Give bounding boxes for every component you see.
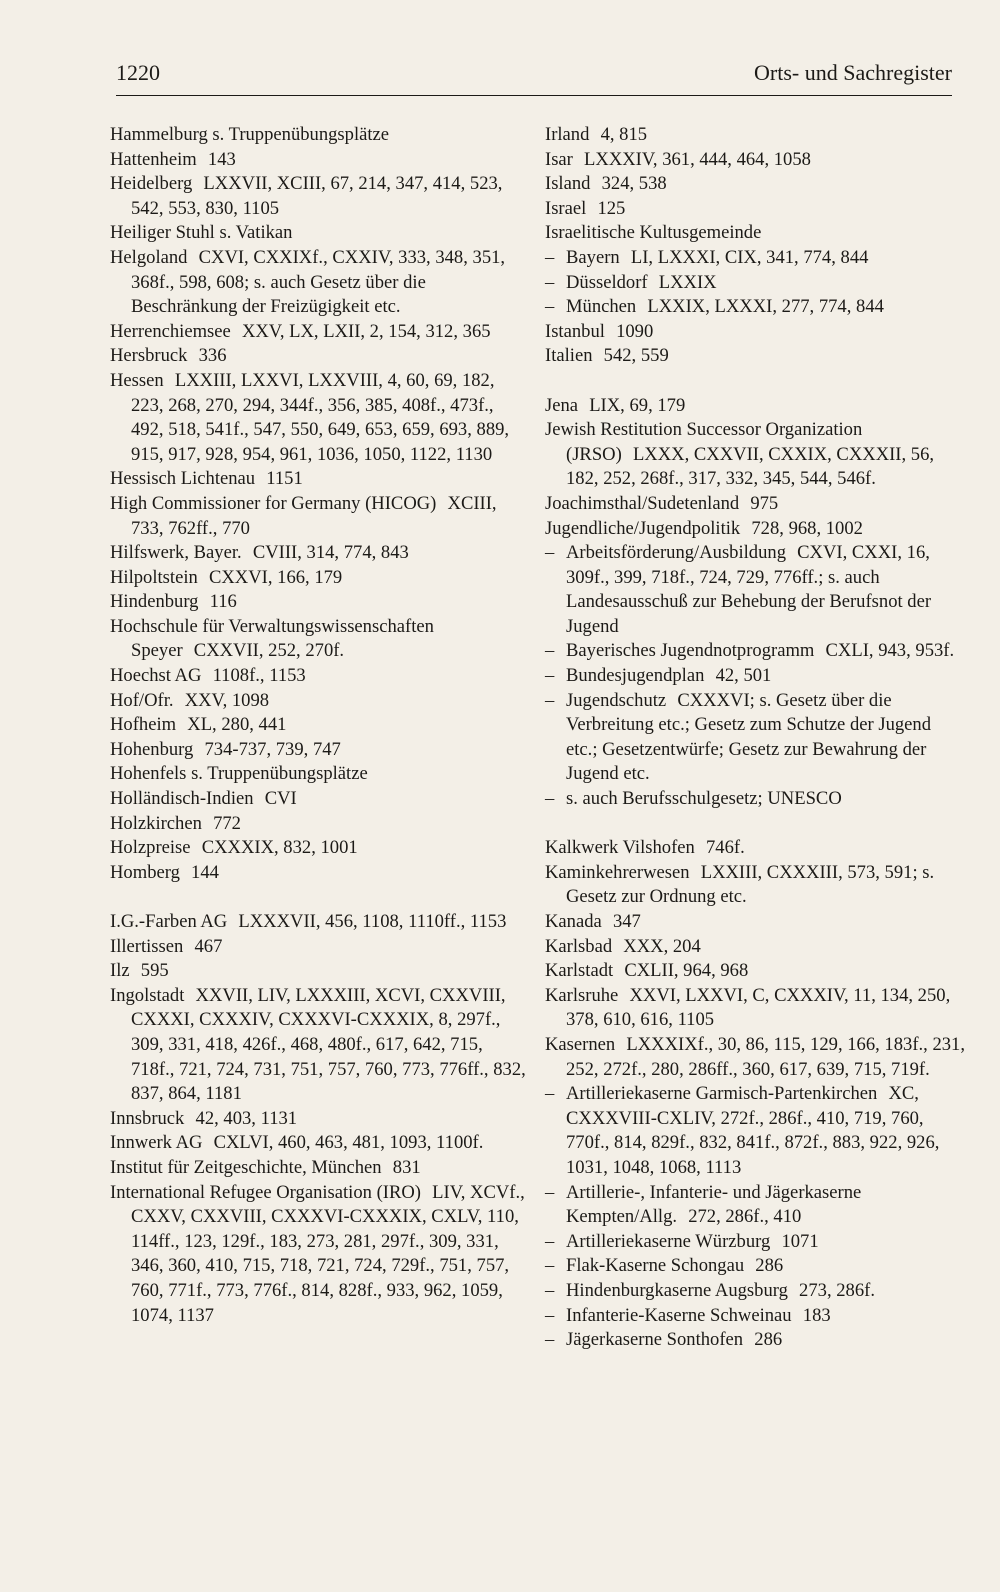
index-term: Hilpoltstein — [110, 566, 198, 588]
index-term: Holländisch-Indien — [110, 788, 254, 810]
index-page-refs: 975 — [750, 492, 779, 514]
index-entry — [110, 123, 530, 148]
index-term: Irland — [545, 124, 590, 145]
index-term: Bundesjugendplan — [566, 665, 705, 687]
index-term: Jewish Restitution Successor Organization (JRSO) — [545, 419, 863, 465]
index-subentry — [545, 1328, 965, 1353]
index-term: Heidelberg — [110, 173, 193, 195]
index-term: Hoechst AG — [110, 665, 202, 687]
index-page-refs: XC, CXXXVIII-CXLIV, 272f., 286f., 410, 719, 760, 770f., 814, 829f., 832, 841f., 872f., 883, 922, 926, 1031, 1048, 1068, 1113 — [566, 1083, 940, 1178]
index-page-refs: XXVI, LXXVI, C, CXXXIV, 11, 134, 250, 378, 610, 616, 1105 — [566, 984, 951, 1031]
index-term: Hessisch Lichtenau — [110, 468, 256, 490]
index-entry — [110, 762, 530, 787]
index-term: Flak-Kaserne Schongau — [566, 1255, 745, 1277]
index-term: Jugendliche/Jugendpolitik — [545, 517, 741, 539]
page-header — [116, 58, 952, 98]
index-term: Heiliger Stuhl s. Vatikan — [110, 222, 293, 244]
index-page-refs: CXLII, 964, 968 — [624, 960, 749, 982]
index-entry — [545, 148, 965, 173]
index-term: Hochschule für Verwaltungswissenschaften Speyer — [110, 615, 434, 662]
index-term: Karlstadt — [545, 960, 614, 982]
index-entry — [110, 566, 530, 591]
index-page-refs: 42, 501 — [715, 665, 772, 687]
index-page-refs: CXXVI, 166, 179 — [208, 566, 343, 588]
index-entry — [110, 246, 530, 320]
index-term: Arbeitsförderung/Ausbildung — [566, 542, 786, 564]
index-page-refs: 595 — [140, 960, 169, 982]
index-page-refs: LXXIX, LXXXI, 277, 774, 844 — [647, 296, 884, 318]
index-page-refs: LXXXVII, 456, 1108, 1110ff., 1153 — [238, 911, 507, 932]
index-term: Joachimsthal/Sudetenland — [545, 492, 740, 514]
index-page-refs: CVIII, 314, 774, 843 — [252, 542, 409, 564]
index-page-refs: CXXXVI; s. Gesetz über die Verbreitung etc.; Gesetz zum Schutze der Jugend etc.; Gesetzentwürfe; Gesetz zur Bewahrung der Jugend etc. — [566, 689, 932, 785]
index-page-refs: 734-737, 739, 747 — [204, 738, 341, 760]
index-page-refs: 125 — [597, 197, 626, 219]
index-term: Hattenheim — [110, 148, 197, 170]
index-term: Isar — [545, 148, 573, 170]
index-term: Jugendschutz — [566, 689, 667, 711]
index-page-refs: LXXX, CXXVII, CXXIX, CXXXII, 56, 182, 252, 268f., 317, 332, 345, 544, 546f. — [566, 443, 935, 490]
index-page-refs: 116 — [209, 591, 237, 613]
index-entry — [545, 492, 965, 517]
index-entry — [110, 467, 530, 492]
index-entry — [545, 394, 965, 419]
index-entry — [545, 123, 965, 148]
index-term: Karlsbad — [545, 935, 613, 957]
index-term: Kalkwerk Vilshofen — [545, 837, 695, 859]
index-term: Hammelburg s. Truppenübungsplätze — [110, 124, 390, 145]
index-subentry — [545, 1279, 965, 1304]
index-term: Institut für Zeitgeschichte, München — [110, 1156, 382, 1178]
letter-section-gap — [110, 885, 530, 910]
running-title: Orts- und Sachregister — [754, 60, 952, 85]
index-entry — [110, 148, 530, 173]
index-subentry — [545, 271, 965, 296]
index-term: Hof/Ofr. — [110, 689, 174, 711]
index-term: Artilleriekaserne Garmisch-Partenkirchen — [566, 1083, 878, 1105]
index-term: Ingolstadt — [110, 984, 185, 1006]
index-entry — [110, 1107, 530, 1132]
index-entry — [110, 935, 530, 960]
index-term: Illertissen — [110, 935, 184, 957]
index-subentry — [545, 246, 965, 271]
page-number: 1220 — [116, 60, 160, 85]
index-column-left — [110, 123, 530, 1328]
index-subentry — [545, 787, 965, 812]
index-entry — [545, 861, 965, 910]
index-page-refs: 42, 403, 1131 — [195, 1107, 298, 1129]
index-term: München — [566, 296, 637, 318]
index-entry — [110, 738, 530, 763]
index-page-refs: 728, 968, 1002 — [751, 517, 863, 539]
index-page-refs: LXXVII, XCIII, 67, 214, 347, 414, 523, 542, 553, 830, 1105 — [131, 173, 503, 219]
index-subentry — [545, 1304, 965, 1329]
index-term: Italien — [545, 345, 593, 367]
index-entry — [545, 344, 965, 369]
index-subentry — [545, 689, 965, 787]
index-entry — [545, 320, 965, 345]
index-page-refs: 467 — [194, 935, 223, 957]
index-term: Jena — [545, 394, 579, 416]
index-term: Hindenburgkaserne Augsburg — [566, 1279, 788, 1301]
index-term: Kasernen — [545, 1033, 616, 1055]
index-page-refs: 542, 559 — [603, 345, 669, 367]
index-page-refs: XL, 280, 441 — [187, 714, 287, 736]
index-subentry — [545, 1254, 965, 1279]
index-page-refs: 746f. — [706, 837, 745, 859]
index-term: Hersbruck — [110, 345, 188, 367]
index-page-refs: CXXXIX, 832, 1001 — [201, 837, 358, 859]
index-page-refs: 143 — [207, 148, 236, 170]
index-page-refs: XCIII, 733, 762ff., 770 — [131, 492, 497, 539]
index-entry — [545, 418, 965, 492]
index-subentry — [545, 1082, 965, 1180]
index-page-refs: 831 — [392, 1156, 421, 1178]
index-term: High Commissioner for Germany (HICOG) — [110, 492, 437, 514]
index-page-refs: LXXXIXf., 30, 86, 115, 129, 166, 183f., 231, 252, 272f., 280, 286ff., 360, 617, 639, 715, 719f. — [566, 1033, 965, 1080]
index-entry — [110, 664, 530, 689]
index-entry — [110, 492, 530, 541]
index-term: s. auch Berufsschulgesetz; UNESCO — [566, 788, 842, 810]
index-subentry — [545, 295, 965, 320]
header-rule — [116, 95, 952, 96]
index-entry — [545, 910, 965, 935]
index-subentry — [545, 639, 965, 664]
index-page-refs: LXXIII, LXXVI, LXXVIII, 4, 60, 69, 182, 223, 268, 270, 294, 344f., 356, 385, 408f., 473f., 492, 518, 541f., 547, 550, 649, 653, 659, 693, 889, 915, 917, 928, 954, 961, 1036, 1050, 1122, 1130 — [131, 369, 510, 465]
index-entry — [545, 197, 965, 222]
index-entry — [545, 221, 965, 246]
index-entry — [110, 910, 530, 935]
index-entry — [110, 1131, 530, 1156]
index-page-refs: CXVI, CXXIXf., CXXIV, 333, 348, 351, 368f., 598, 608; s. auch Gesetz über die Beschränkung der Freizügigkeit etc. — [131, 246, 506, 318]
index-term: Artillerie-, Infanterie- und Jägerkaserne Kempten/Allg. — [566, 1181, 862, 1228]
index-term: Hohenfels s. Truppenübungsplätze — [110, 763, 368, 785]
index-entry — [545, 517, 965, 542]
index-page-refs: XXV, 1098 — [184, 689, 270, 711]
index-page-refs: XXX, 204 — [623, 935, 701, 957]
index-page-refs: 1151 — [266, 468, 303, 490]
index-term: Infanterie-Kaserne Schweinau — [566, 1304, 792, 1326]
index-page-refs: 1071 — [781, 1230, 819, 1252]
index-page-refs: CXLVI, 460, 463, 481, 1093, 1100f. — [213, 1132, 484, 1154]
index-term: Israelitische Kultusgemeinde — [545, 222, 762, 244]
index-term: Bayern — [566, 246, 620, 268]
index-term: Kaminkehrerwesen — [545, 861, 690, 883]
index-entry — [110, 615, 530, 664]
index-entry — [110, 221, 530, 246]
index-term: Düsseldorf — [566, 271, 648, 293]
index-entry — [110, 861, 530, 886]
index-entry — [110, 320, 530, 345]
index-page-refs: 273, 286f. — [799, 1279, 875, 1301]
index-term: I.G.-Farben AG — [110, 911, 228, 932]
index-entry — [545, 836, 965, 861]
index-page-refs: 347 — [612, 911, 641, 932]
index-entry — [110, 689, 530, 714]
index-term: Artilleriekaserne Würzburg — [566, 1230, 771, 1252]
index-term: Istanbul — [545, 320, 605, 342]
index-page-refs: 1090 — [616, 320, 654, 342]
index-page-refs: 144 — [191, 861, 219, 883]
index-term: Hindenburg — [110, 591, 199, 613]
index-entry — [110, 1156, 530, 1181]
index-term: Herrenchiemsee — [110, 320, 231, 342]
index-term: Jägerkaserne Sonthofen — [566, 1329, 744, 1351]
index-page-refs: LXXIII, CXXXIII, 573, 591; s. Gesetz zur Ordnung etc. — [566, 861, 935, 908]
index-entry — [110, 344, 530, 369]
index-page-refs: 286 — [754, 1329, 783, 1351]
index-page-refs: CVI — [264, 788, 297, 810]
index-term: Hofheim — [110, 714, 177, 736]
index-page-refs: LI, LXXXI, CIX, 341, 774, 844 — [630, 246, 869, 268]
index-term: Karlsruhe — [545, 984, 619, 1006]
index-term: Kanada — [545, 911, 602, 932]
index-page-refs: 4, 815 — [600, 124, 648, 145]
index-entry — [110, 984, 530, 1107]
index-term: Hohenburg — [110, 738, 194, 760]
index-page-refs: CXLI, 943, 953f. — [825, 640, 955, 662]
index-page-refs: CXVI, CXXI, 16, 309f., 399, 718f., 724, 729, 776ff.; s. auch Landesausschuß zur Behebung der Berufsnot der Jugend — [566, 542, 932, 637]
index-entry — [110, 713, 530, 738]
index-term: Holzpreise — [110, 837, 191, 859]
index-subentry — [545, 664, 965, 689]
index-column-right — [545, 123, 965, 1353]
index-subentry — [545, 1230, 965, 1255]
index-page-refs: XXV, LX, LXII, 2, 154, 312, 365 — [241, 320, 491, 342]
index-entry — [545, 935, 965, 960]
index-entry — [545, 1033, 965, 1082]
index-page-refs: LXXXIV, 361, 444, 464, 1058 — [584, 148, 811, 170]
index-term: Helgoland — [110, 246, 188, 268]
index-entry — [110, 787, 530, 812]
index-entry — [545, 984, 965, 1033]
index-entry — [545, 172, 965, 197]
index-subentry — [545, 1181, 965, 1230]
index-entry — [545, 959, 965, 984]
index-entry — [110, 959, 530, 984]
index-page-refs: 1108f., 1153 — [212, 665, 306, 687]
index-page-refs: 772 — [213, 812, 241, 834]
index-subentry — [545, 541, 965, 639]
index-term: Holzkirchen — [110, 812, 202, 834]
index-term: Hilfswerk, Bayer. — [110, 542, 242, 564]
index-term: International Refugee Organisation (IRO) — [110, 1181, 422, 1203]
index-entry — [110, 836, 530, 861]
letter-section-gap — [545, 812, 965, 837]
index-page-refs: LIX, 69, 179 — [589, 394, 686, 416]
index-page-refs: LXXIX — [658, 271, 717, 293]
index-term: Ilz — [110, 960, 130, 982]
index-term: Innsbruck — [110, 1107, 185, 1129]
index-page-refs: 336 — [198, 345, 227, 367]
index-term: Israel — [545, 197, 587, 219]
index-term: Homberg — [110, 861, 180, 883]
index-page-refs: 183 — [802, 1304, 831, 1326]
index-term: Bayerisches Jugendnotprogramm — [566, 640, 815, 662]
index-entry — [110, 172, 530, 221]
index-entry — [110, 590, 530, 615]
letter-section-gap — [545, 369, 965, 394]
index-term: Innwerk AG — [110, 1132, 203, 1154]
index-page-refs: XXVII, LIV, LXXXIII, XCVI, CXXVIII, CXXXI, CXXXIV, CXXXVI-CXXXIX, 8, 297f., 309, 331, 418, 426f., 468, 480f., 617, 642, 715, 718f., 721, 724, 731, 751, 757, 760, 773, 776ff., 832, 837, 864, 1181 — [131, 984, 526, 1105]
index-page-refs: 324, 538 — [601, 173, 667, 195]
index-term: Hessen — [110, 369, 164, 391]
index-page-refs: CXXVII, 252, 270f. — [193, 640, 345, 662]
index-term: Island — [545, 173, 591, 195]
index-page-refs: LIV, XCVf., CXXV, CXXVIII, CXXXVI-CXXXIX, CXLV, 110, 114ff., 123, 129f., 183, 273, 281, 297f., 309, 331, 346, 360, 410, 715, 718, 721, 724, 729f., 751, 757, 760, 771f., 773, 776f., 814, 828f., 933, 962, 1059, 1074, 1137 — [131, 1181, 525, 1326]
index-entry — [110, 1181, 530, 1329]
index-page-refs: 272, 286f., 410 — [688, 1206, 802, 1228]
index-entry — [110, 369, 530, 467]
index-page-refs: 286 — [755, 1255, 784, 1277]
index-entry — [110, 812, 530, 837]
index-entry — [110, 541, 530, 566]
